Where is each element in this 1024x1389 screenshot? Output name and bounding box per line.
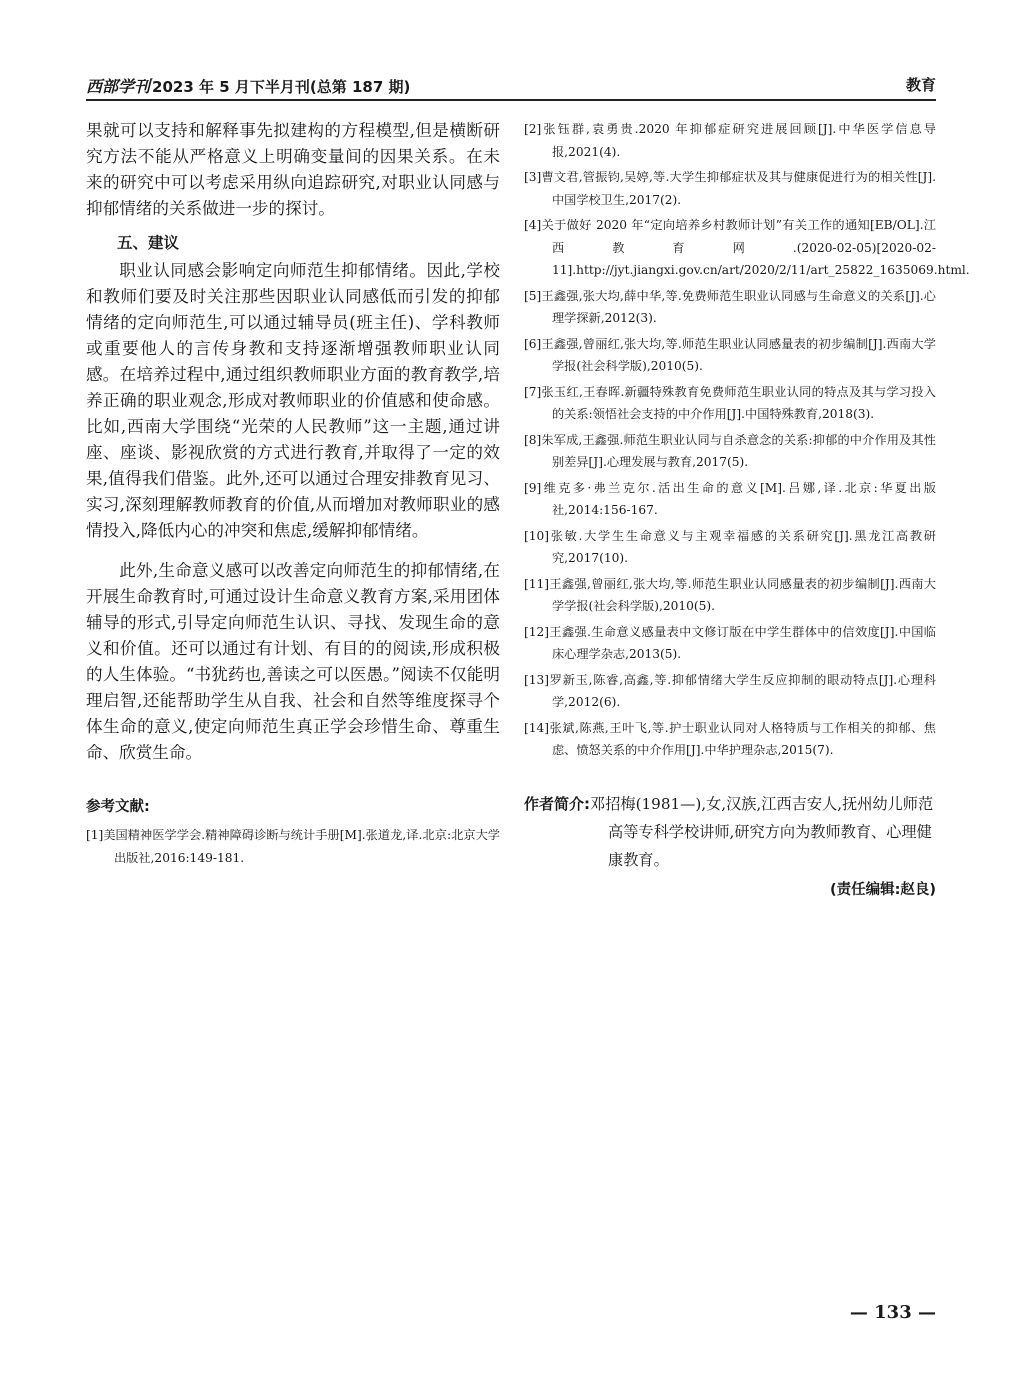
author-bio — [524, 790, 936, 874]
header-rule — [86, 99, 936, 101]
reference-item: [7]张玉红,王春晖.新疆特殊教育免费师范生职业认同的特点及其与学习投入的关系:领悟社会支持的中介作用[J].中国特殊教育,2018(3). — [524, 384, 936, 421]
reference-item: [11]王鑫强,曾丽红,张大均,等.师范生职业认同感量表的初步编制[J].西南大学学报(社会科学版),2010(5). — [524, 576, 936, 613]
issue-info: 2023 年 5 月下半月刊(总第 187 期) — [152, 78, 411, 96]
reference-item: [14]张斌,陈燕,王叶飞,等.护士职业认同对人格特质与工作相关的抑郁、焦虑、愤怒关系的中介作用[J].中华护理杂志,2015(7). — [524, 720, 936, 757]
running-header — [86, 74, 936, 102]
reference-item: [8]朱军成,王鑫强.师范生职业认同与自杀意念的关系:抑郁的中介作用及其性别差异[J].心理发展与教育,2017(5). — [524, 432, 936, 469]
paragraph-suggestion-2: 此外,生命意义感可以改善定向师范生的抑郁情绪,在开展生命教育时,可通过设计生命意义教育方案,采用团体辅导的形式,引导定向师范生认识、寻找、发现生命的意义和价值。还可以通过有计划、有目的的阅读,形成积极的人生体验。“书犹药也,善读之可以医愚。”阅读不仅能明理启智,还能帮助学生从自我、社会和自然等维度探寻个体生命的意义,使定向师范生真正学会珍惜生命、尊重生命、欣赏生命。 — [86, 561, 500, 762]
reference-item: [10]张敏.大学生生命意义与主观幸福感的关系研究[J].黑龙江高教研究,2017(10). — [524, 528, 936, 565]
reference-item: [9]维克多·弗兰克尔.活出生命的意义[M].吕娜,译.北京:华夏出版社,2014:156-167. — [524, 480, 936, 517]
section-title: 五、建议 — [117, 234, 180, 252]
journal-logo: 西部学刊 — [86, 77, 151, 96]
reference-item: [2]张钰群,袁勇贵.2020 年抑郁症研究进展回顾[J].中华医学信息导报,2021(4). — [524, 122, 936, 159]
paragraph-suggestion-1: 职业认同感会影响定向师范生抑郁情绪。因此,学校和教师们要及时关注那些因职业认同感低而引发的抑郁情绪的定向师范生,可以通过辅导员(班主任)、学科教师或重要他人的言传身教和支持逐渐增强教师职业认同感。在培养过程中,通过组织教师职业方面的教育教学,培养正确的职业观念,形成对教师职业的价值感和使命感。比如,西南大学围绕“光荣的人民教师”这一主题,通过讲座、座谈、影视欣赏的方式进行教育,并取得了一定的效果,值得我们借鉴。此外,还可以通过合理安排教育见习、实习,深刻理解教师教育的价值,从而增加对教师职业的感情投入,降低内心的冲突和焦虑,缓解抑郁情绪。 — [86, 261, 500, 540]
reference-item: [13]罗新玉,陈睿,高鑫,等.抑郁情绪大学生反应抑制的眼动特点[J].心理科学,2012(6). — [524, 672, 936, 709]
references-title: 参考文献: — [86, 799, 150, 815]
reference-item: [12]王鑫强.生命意义感量表中文修订版在中学生群体中的信效度[J].中国临床心理学杂志,2013(5). — [524, 624, 936, 661]
page-number: — 133 — — [849, 1302, 936, 1323]
section-name: 教育 — [905, 76, 936, 94]
right-column — [524, 118, 970, 899]
paragraph-continuation: 果就可以支持和解释事先拟建构的方程模型,但是横断研究方法不能从严格意义上明确变量间的因果关系。在未来的研究中可以考虑采用纵向追踪研究,对职业认同感与抑郁情绪的关系做进一步的探讨。 — [86, 121, 500, 218]
reference-list — [524, 118, 970, 762]
reference-item: [1]美国精神医学学会.精神障碍诊断与统计手册[M].张道龙,译.北京:北京大学出版社,2016:149-181. — [86, 828, 500, 865]
reference-item: [3]曹文君,管振钧,吴婷,等.大学生抑郁症状及其与健康促进行为的相关性[J].中国学校卫生,2017(2). — [524, 170, 936, 207]
author-text: 邓招梅(1981—),女,汉族,江西吉安人,抚州幼儿师范高等专科学校讲师,研究方向为教师教育、心理健康教育。 — [590, 794, 934, 869]
left-column — [86, 118, 500, 872]
reference-item: [5]王鑫强,张大均,薛中华,等.免费师范生职业认同感与生命意义的关系[J].心理学探新,2012(3). — [524, 288, 936, 325]
header-left — [86, 74, 410, 97]
responsible-editor: (责任编辑:赵良) — [829, 881, 936, 898]
author-label: 作者简介: — [524, 794, 590, 813]
reference-item: [4]关于做好 2020 年“定向培养乡村教师计划”有关工作的通知[EB/OL].江西教育网.(2020-02-05)[2020-02-11].http://jyt.jiangxi.gov.cn/art/2020/2/11/art_25822_1635069.html. — [524, 218, 970, 277]
reference-item: [6]王鑫强,曾丽红,张大均,等.师范生职业认同感量表的初步编制[J].西南大学学报(社会科学版),2010(5). — [524, 336, 936, 373]
